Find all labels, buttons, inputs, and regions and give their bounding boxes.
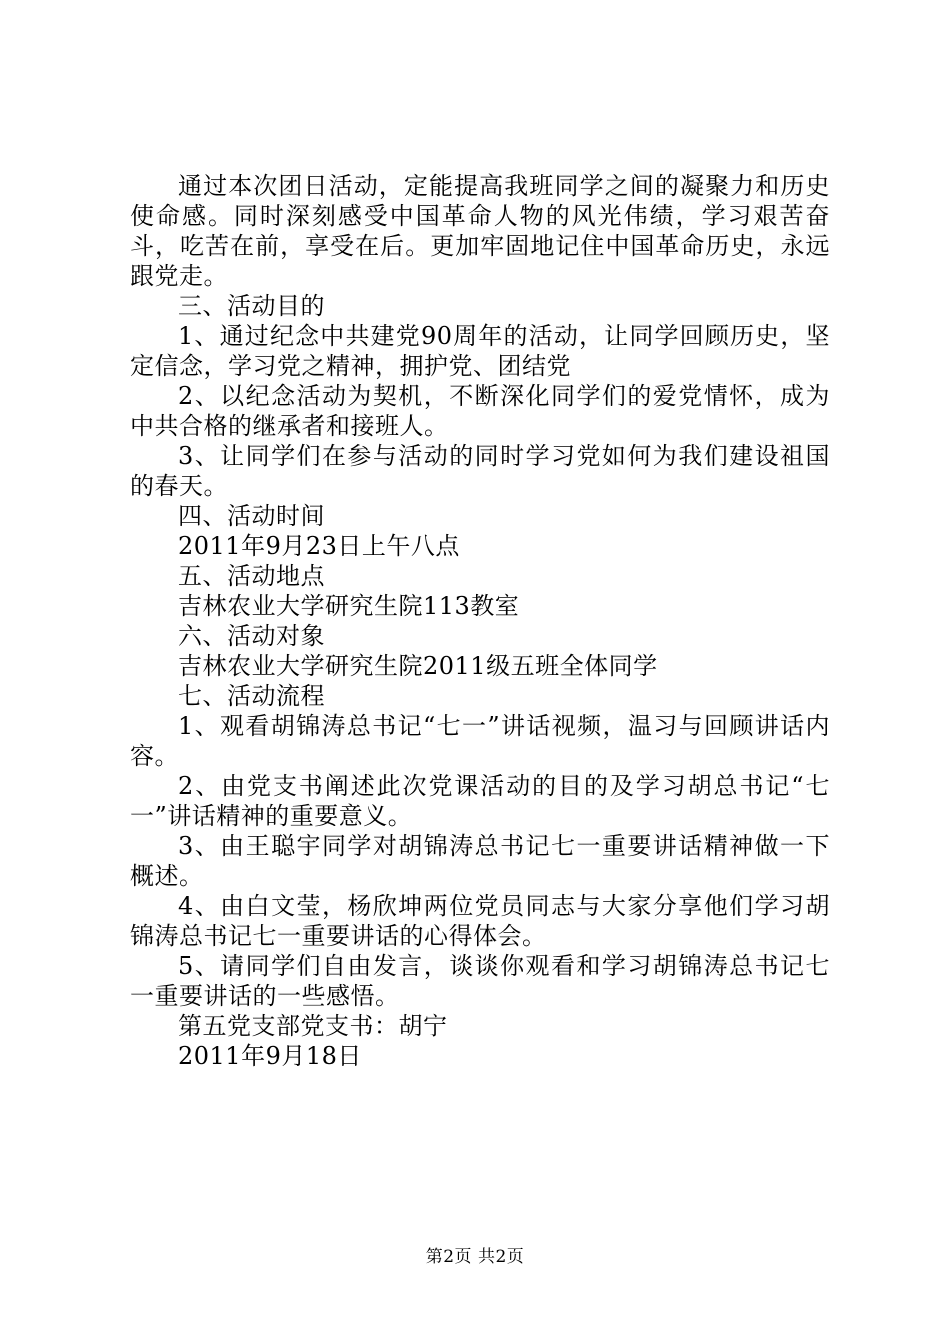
- heading-activity-location: 五、活动地点: [178, 562, 325, 590]
- signature-line: 第五党支部党支书：胡宁: [178, 1012, 448, 1040]
- heading-activity-time: 四、活动时间: [178, 502, 325, 530]
- process-step-2: 2、由党支书阐述此次党课活动的目的及学习胡总书记“七一”讲话精神的重要意义。: [130, 772, 830, 830]
- heading-activity-purpose: 三、活动目的: [178, 292, 325, 320]
- process-step-3: 3、由王聪宇同学对胡锦涛总书记七一重要讲话精神做一下概述。: [130, 832, 830, 890]
- page-footer: [0, 1242, 950, 1267]
- purpose-item-1: 1、通过纪念中共建党90周年的活动，让同学回顾历史，坚定信念，学习党之精神，拥护党、团结党: [130, 322, 830, 380]
- process-step-1: 1、观看胡锦涛总书记“七一”讲话视频，温习与回顾讲话内容。: [130, 712, 830, 770]
- heading-activity-participants: 六、活动对象: [178, 622, 325, 650]
- heading-activity-process: 七、活动流程: [178, 682, 325, 710]
- signature-date: 2011年9月18日: [178, 1042, 362, 1070]
- purpose-item-3: 3、让同学们在参与活动的同时学习党如何为我们建设祖国的春天。: [130, 442, 830, 500]
- process-step-4: 4、由白文莹，杨欣坤两位党员同志与大家分享他们学习胡锦涛总书记七一重要讲话的心得体会。: [130, 892, 830, 950]
- purpose-item-2: 2、以纪念活动为契机，不断深化同学们的爱党情怀，成为中共合格的继承者和接班人。: [130, 382, 830, 440]
- activity-time-value: 2011年9月23日上午八点: [178, 532, 460, 560]
- paragraph-intro: 通过本次团日活动，定能提高我班同学之间的凝聚力和历史使命感。同时深刻感受中国革命人物的风光伟绩，学习艰苦奋斗，吃苦在前，享受在后。更加牢固地记住中国革命历史，永远跟党走。: [130, 172, 830, 290]
- process-step-5: 5、请同学们自由发言，谈谈你观看和学习胡锦涛总书记七一重要讲话的一些感悟。: [130, 952, 830, 1010]
- document-body: [130, 171, 830, 1071]
- activity-location-value: 吉林农业大学研究生院113教室: [178, 592, 520, 620]
- page-number-label: 第2页 共2页: [425, 1247, 525, 1267]
- activity-participants-value: 吉林农业大学研究生院2011级五班全体同学: [178, 652, 658, 680]
